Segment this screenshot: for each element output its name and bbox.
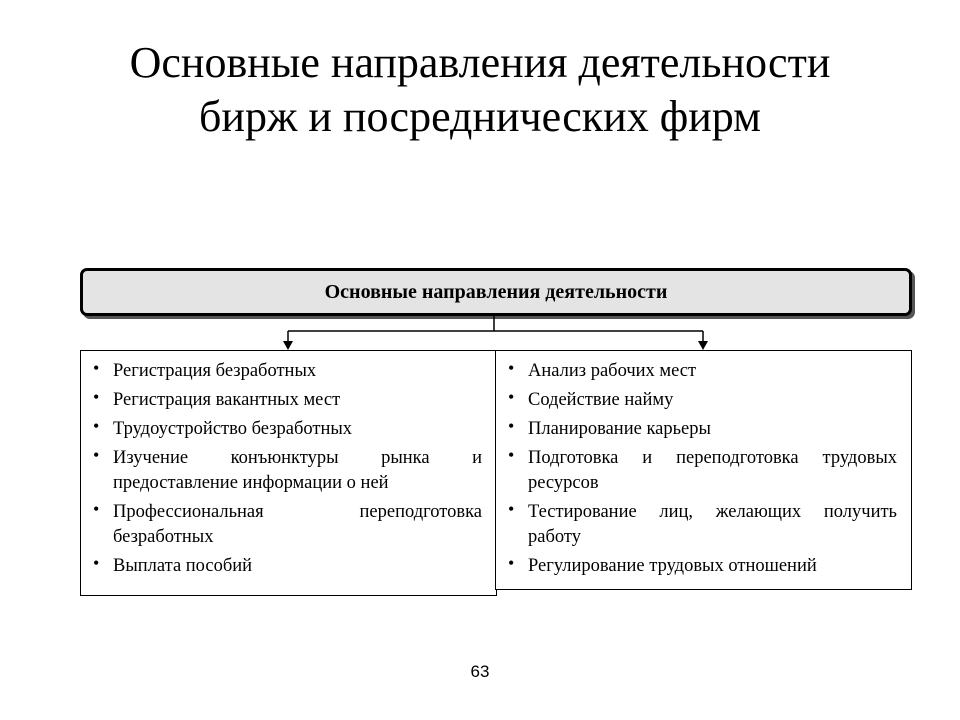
right-list-item: • Регулирование трудовых отношений (506, 554, 897, 579)
right-list (506, 359, 897, 579)
page-number: 63 (470, 662, 490, 681)
left-list-item: • Изучение конъюнктуры рынка и предоставление информации о ней (91, 446, 482, 496)
slide-title-line-2: бирж и посреднических фирм (199, 92, 761, 141)
right-list-item: • Подготовка и переподготовка трудовых ресурсов (506, 446, 897, 496)
right-arrow-head (698, 341, 708, 350)
left-column-box (80, 350, 497, 596)
header-box: Основные направления деятельности (80, 268, 912, 316)
left-arrow-head (283, 341, 293, 350)
left-list-item: • Выплата пособий (91, 554, 482, 579)
left-list-item: • Регистрация безработных (91, 359, 482, 384)
right-list-item: • Тестирование лиц, желающих получить работу (506, 500, 897, 550)
right-list-item: • Содействие найму (506, 388, 897, 413)
right-column-box (495, 350, 912, 590)
left-list-item: • Трудоустройство безработных (91, 417, 482, 442)
left-list-item: • Регистрация вакантных мест (91, 388, 482, 413)
right-list-item: • Планирование карьеры (506, 417, 897, 442)
left-list-item: • Профессиональная переподготовка безработных (91, 500, 482, 550)
left-list (91, 359, 482, 579)
right-list-item: • Анализ рабочих мест (506, 359, 897, 384)
slide-title-line-1: Основные направления деятельности (129, 38, 831, 87)
